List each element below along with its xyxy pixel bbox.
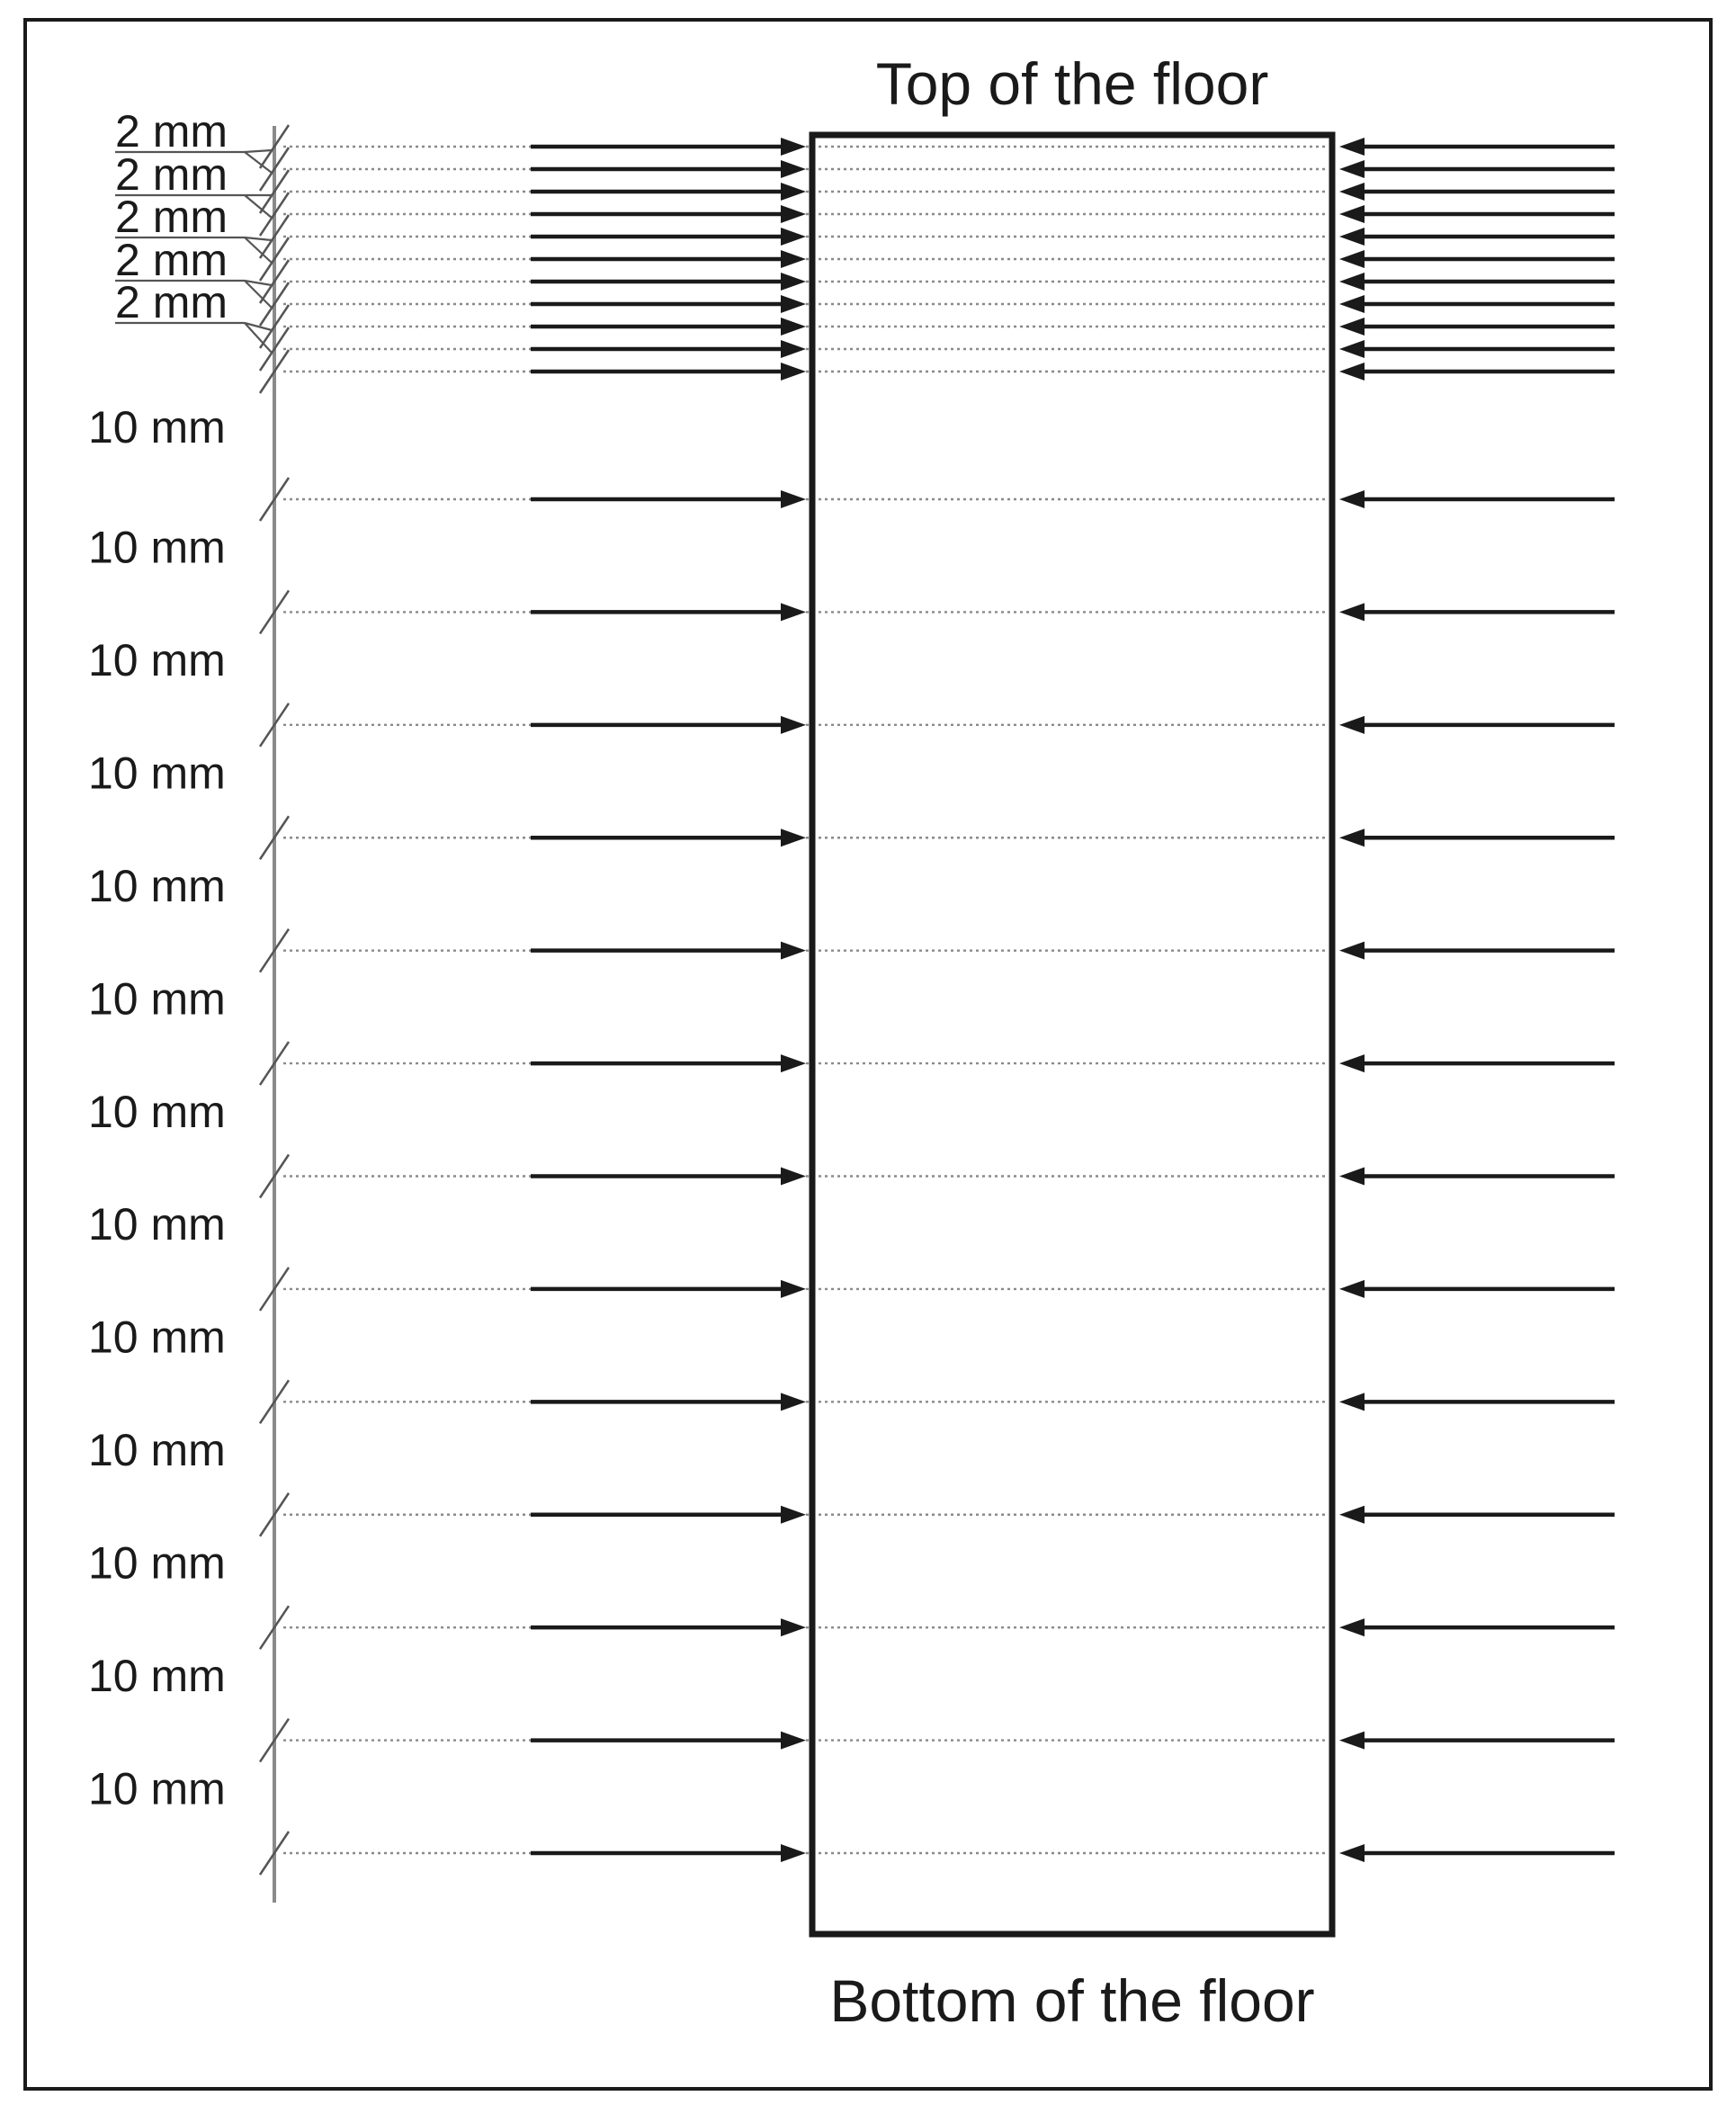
arrow-left-head [781,1054,806,1072]
fine-spacing-labels [115,106,228,327]
arrow-right-head [1339,1506,1365,1524]
label-leader [245,150,272,152]
arrow-right-head [1339,1844,1365,1862]
coarse-spacing-label: 10 mm [88,1199,226,1250]
arrow-right-head [1339,1280,1365,1298]
arrow-right-head [1339,138,1365,156]
arrow-right-head [1339,1732,1365,1750]
arrow-right-head [1339,183,1365,201]
arrow-right-head [1339,228,1365,246]
arrow-right-head [1339,1168,1365,1186]
arrow-right-head [1339,160,1365,178]
arrow-left-head [781,228,806,246]
left-arrows [531,138,806,1862]
coarse-spacing-label: 10 mm [88,1650,226,1701]
fine-spacing-label: 2 mm [115,277,228,327]
arrow-right-head [1339,295,1365,313]
coarse-spacing-label: 10 mm [88,1312,226,1363]
fine-spacing-label: 2 mm [115,235,228,285]
coarse-spacing-label: 10 mm [88,635,226,686]
coarse-spacing-label: 10 mm [88,1086,226,1137]
arrow-left-head [781,205,806,223]
arrow-left-head [781,318,806,336]
arrow-left-head [781,716,806,734]
arrow-left-head [781,942,806,960]
arrow-left-head [781,1844,806,1862]
arrow-left-head [781,1506,806,1524]
arrow-right-head [1339,205,1365,223]
arrow-right-head [1339,250,1365,268]
arrow-left-head [781,160,806,178]
arrow-left-head [781,829,806,846]
arrow-right-head [1339,1054,1365,1072]
fine-spacing-label: 2 mm [115,192,228,242]
coarse-spacing-label: 10 mm [88,1537,226,1589]
coarse-spacing-labels [88,402,226,1814]
label-leader [245,195,272,218]
arrow-right-head [1339,716,1365,734]
arrow-left-head [781,1618,806,1636]
arrow-left-head [781,295,806,313]
arrow-right-head [1339,490,1365,508]
arrow-left-head [781,250,806,268]
right-arrows [1339,138,1615,1862]
arrow-left-head [781,1168,806,1186]
arrow-right-head [1339,318,1365,336]
coarse-spacing-label: 10 mm [88,1763,226,1814]
arrow-right-head [1339,273,1365,291]
floor-cross-section [812,135,1332,1934]
measurement-lines [283,147,1327,1853]
top-of-floor-label: Top of the floor [875,50,1269,117]
label-leader [245,237,272,263]
arrow-left-head [781,1280,806,1298]
arrow-left-head [781,273,806,291]
arrow-right-head [1339,603,1365,621]
coarse-spacing-label: 10 mm [88,973,226,1025]
arrow-right-head [1339,340,1365,358]
arrow-right-head [1339,1393,1365,1411]
arrow-left-head [781,1393,806,1411]
arrow-right-head [1339,1618,1365,1636]
depth-scale [260,125,289,1903]
arrow-left-head [781,603,806,621]
coarse-spacing-label: 10 mm [88,748,226,799]
coarse-spacing-label: 10 mm [88,860,226,911]
arrow-left-head [781,363,806,381]
arrow-right-head [1339,363,1365,381]
arrow-left-head [781,183,806,201]
arrow-left-head [781,138,806,156]
outer-frame [25,20,1711,2089]
arrow-left-head [781,340,806,358]
fine-spacing-label: 2 mm [115,106,228,157]
coarse-spacing-label: 10 mm [88,402,226,452]
arrow-left-head [781,1732,806,1750]
arrow-right-head [1339,829,1365,846]
fine-spacing-label: 2 mm [115,149,228,200]
bottom-of-floor-label: Bottom of the floor [829,1967,1315,2034]
arrow-left-head [781,490,806,508]
arrow-right-head [1339,942,1365,960]
label-leader [245,237,272,240]
coarse-spacing-label: 10 mm [88,1425,226,1476]
coarse-spacing-label: 10 mm [88,522,226,573]
